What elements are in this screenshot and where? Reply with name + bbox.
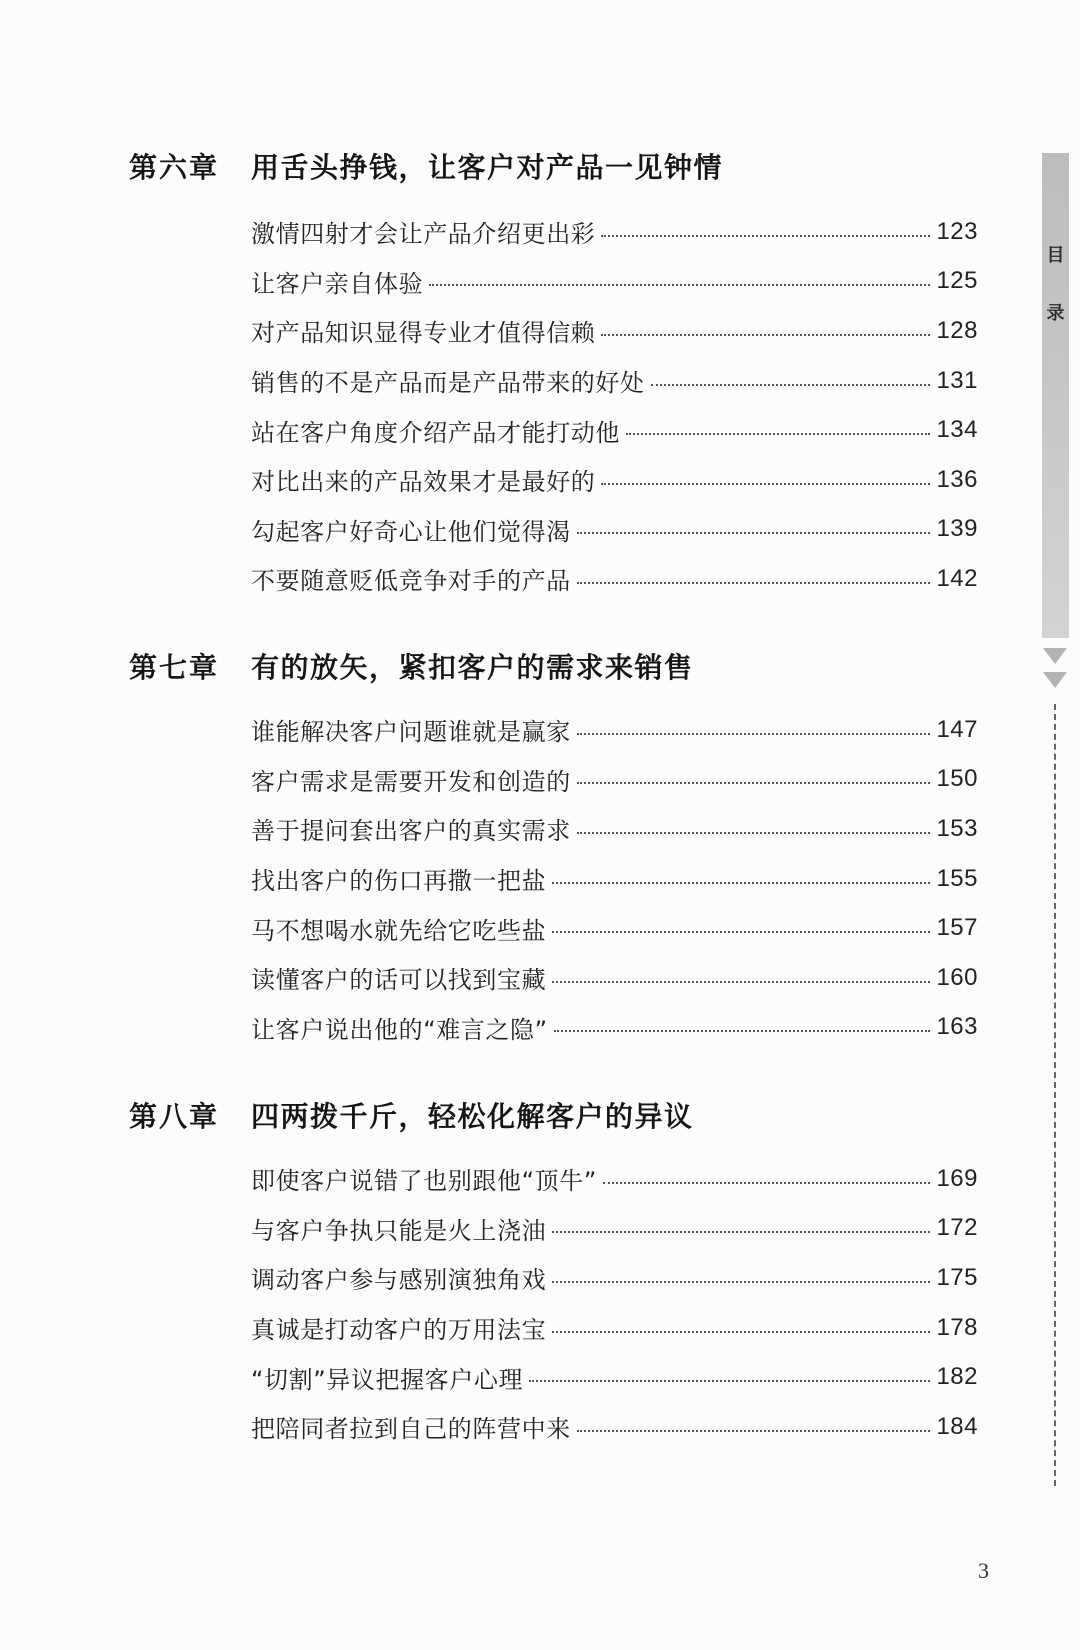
dot-leader — [552, 931, 930, 933]
toc-entry-page: 163 — [936, 1013, 978, 1041]
dot-leader — [552, 1331, 930, 1333]
toc-entry-title: 即使客户说错了也别跟他“顶牛” — [251, 1167, 597, 1196]
toc-entry — [251, 953, 978, 1003]
dot-leader — [577, 532, 930, 534]
chapter-entry-list — [251, 207, 978, 604]
toc-entry-page: 169 — [936, 1164, 978, 1192]
toc-entry-page: 157 — [936, 914, 978, 942]
toc-entry-page: 178 — [936, 1313, 978, 1341]
triangle-down-icon — [1043, 648, 1067, 664]
dot-leader — [577, 832, 930, 834]
toc-entry-title: 马不想喝水就先给它吃些盐 — [251, 916, 547, 945]
dot-leader — [577, 733, 930, 735]
toc-entry — [251, 1402, 978, 1452]
toc-entry — [251, 306, 978, 356]
toc-entry-page: 131 — [936, 366, 978, 394]
toc-entry — [251, 804, 978, 854]
chapter-title: 四两拨千斤，轻松化解客户的异议 — [251, 1100, 694, 1133]
toc-entry-title: 对比出来的产品效果才是最好的 — [251, 468, 596, 497]
toc-entry-title: 调动客户参与感别演独角戏 — [251, 1266, 547, 1295]
toc-entry — [251, 1352, 978, 1402]
toc-entry — [251, 207, 978, 257]
dot-leader — [552, 1231, 930, 1233]
toc-entry-page: 182 — [936, 1363, 978, 1391]
toc-entry — [251, 1253, 978, 1303]
toc-entry-page: 160 — [936, 963, 978, 991]
toc-entry-page: 123 — [936, 217, 978, 245]
toc-entry — [251, 356, 978, 406]
toc-entry-title: “切割”异议把握客户心理 — [251, 1365, 524, 1394]
dot-leader — [552, 882, 930, 884]
toc-entry — [251, 505, 978, 555]
toc-entry-title: 与客户争执只能是火上浇油 — [251, 1216, 547, 1245]
dot-leader — [603, 1182, 930, 1184]
dot-leader — [626, 433, 930, 435]
toc-entry-title: 善于提问套出客户的真实需求 — [251, 817, 571, 846]
toc-entry-page: 155 — [936, 864, 978, 892]
toc-entry — [251, 554, 978, 604]
toc-entry-title: 销售的不是产品而是产品带来的好处 — [251, 369, 645, 398]
dot-leader — [554, 1030, 930, 1032]
chapter-entry-list — [251, 705, 978, 1052]
chapter-heading — [129, 1097, 694, 1133]
dot-leader — [529, 1380, 930, 1382]
side-tab-label-top: 目 — [1046, 245, 1065, 266]
toc-entry-title: 读懂客户的话可以找到宝藏 — [251, 966, 547, 995]
toc-entry — [251, 1303, 978, 1353]
toc-entry — [251, 1204, 978, 1254]
dot-leader — [601, 483, 930, 485]
toc-entry-page: 175 — [936, 1263, 978, 1291]
toc-entry-page: 128 — [936, 316, 978, 344]
toc-entry-page: 172 — [936, 1214, 978, 1242]
chapter-heading — [129, 148, 723, 184]
contents-side-tab — [1042, 153, 1069, 638]
chapter-title: 用舌头挣钱，让客户对产品一见钟情 — [251, 151, 724, 184]
toc-entry-page: 147 — [936, 715, 978, 743]
toc-entry-page: 125 — [936, 267, 978, 295]
toc-entry-title: 把陪同者拉到自己的阵营中来 — [251, 1415, 571, 1444]
chapter-title: 有的放矢，紧扣客户的需求来销售 — [251, 651, 694, 684]
toc-entry-page: 153 — [936, 814, 978, 842]
toc-entry — [251, 1154, 978, 1204]
dot-leader — [552, 1281, 930, 1283]
toc-entry-page: 139 — [936, 515, 978, 543]
dot-leader — [429, 284, 930, 286]
dot-leader — [601, 334, 930, 336]
chapter-number: 第七章 — [129, 651, 220, 684]
toc-entry-title: 对产品知识显得专业才值得信赖 — [251, 319, 596, 348]
chapter-heading — [129, 648, 694, 684]
toc-entry-page: 134 — [936, 416, 978, 444]
dot-leader — [577, 782, 930, 784]
toc-entry-title: 激情四射才会让产品介绍更出彩 — [251, 220, 596, 249]
toc-entry-page: 136 — [936, 465, 978, 493]
dashed-divider — [1054, 704, 1056, 1486]
chapter-number: 第八章 — [129, 1100, 220, 1133]
toc-entry-title: 真诚是打动客户的万用法宝 — [251, 1316, 547, 1345]
dot-leader — [552, 981, 930, 983]
toc-entry-page: 150 — [936, 765, 978, 793]
toc-entry-title: 找出客户的伤口再撒一把盐 — [251, 867, 547, 896]
chapter-entry-list — [251, 1154, 978, 1452]
toc-entry-title: 客户需求是需要开发和创造的 — [251, 767, 571, 796]
dot-leader — [651, 384, 930, 386]
toc-entry — [251, 705, 978, 755]
side-tab-label-bottom: 录 — [1046, 303, 1065, 324]
toc-entry-title: 勾起客户好奇心让他们觉得渴 — [251, 517, 571, 546]
toc-entry — [251, 1003, 978, 1053]
triangle-down-icon — [1043, 672, 1067, 688]
dot-leader — [577, 582, 930, 584]
toc-entry — [251, 257, 978, 307]
page-number: 3 — [978, 1558, 989, 1583]
toc-entry-title: 让客户说出他的“难言之隐” — [251, 1015, 548, 1044]
toc-entry — [251, 405, 978, 455]
toc-entry-title: 让客户亲自体验 — [251, 269, 424, 298]
toc-entry — [251, 755, 978, 805]
chapter-number: 第六章 — [129, 151, 220, 184]
toc-entry-title: 不要随意贬低竞争对手的产品 — [251, 567, 571, 596]
toc-entry-title: 谁能解决客户问题谁就是赢家 — [251, 718, 571, 747]
toc-entry — [251, 903, 978, 953]
toc-entry-page: 142 — [936, 564, 978, 592]
dot-leader — [577, 1430, 930, 1432]
toc-entry-page: 184 — [936, 1412, 978, 1440]
toc-entry — [251, 854, 978, 904]
toc-entry — [251, 455, 978, 505]
dot-leader — [601, 235, 930, 237]
toc-entry-title: 站在客户角度介绍产品才能打动他 — [251, 418, 620, 447]
